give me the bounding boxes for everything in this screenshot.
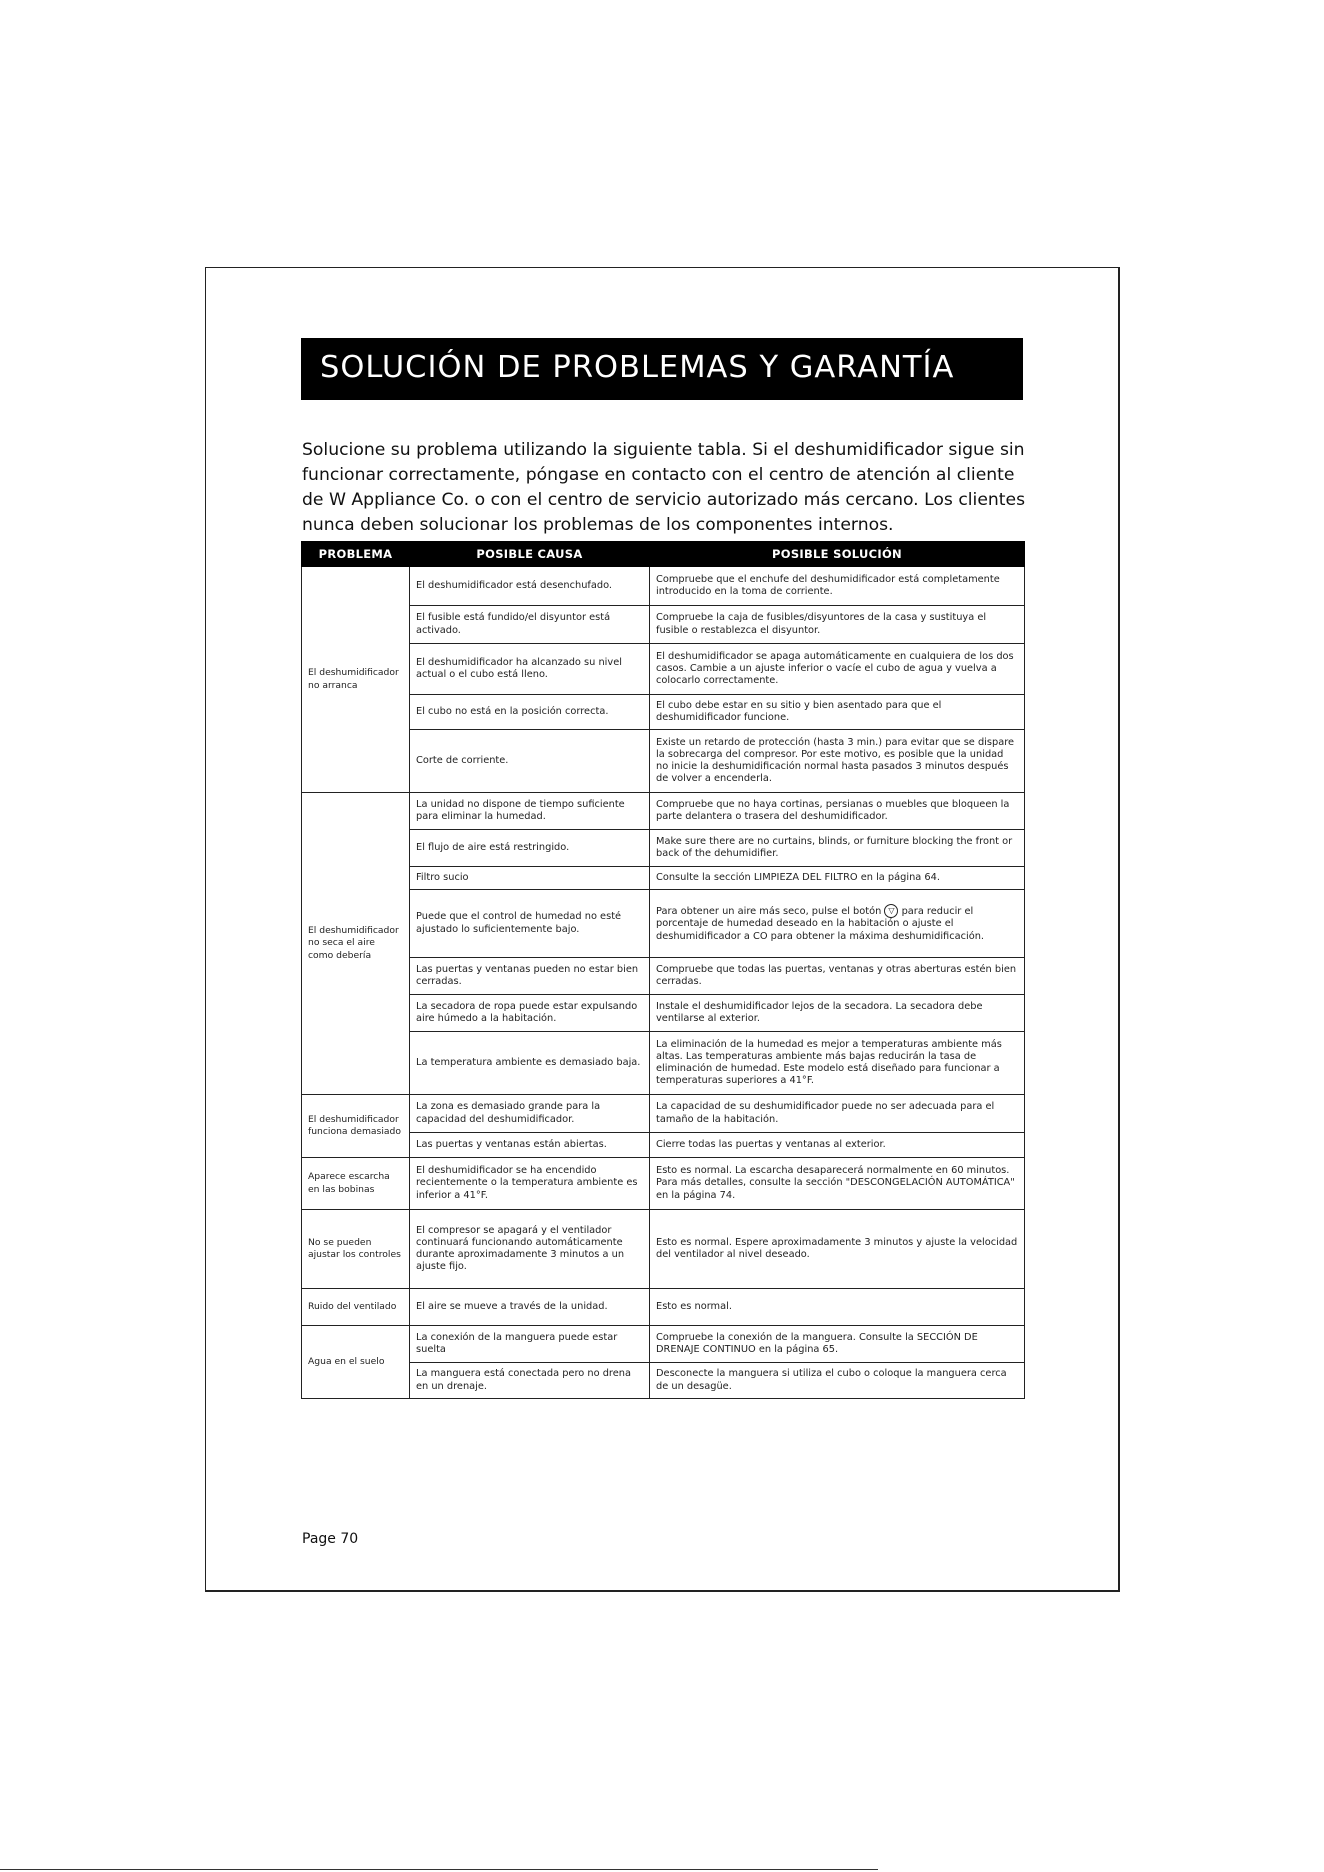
cause-cell: La zona es demasiado grande para la capacidad del deshumidificador. <box>410 1095 650 1133</box>
solution-cell: Esto es normal. Espere aproximadamente 3 minutos y ajuste la velocidad del ventilador al nivel deseado. <box>650 1210 1025 1289</box>
intro-paragraph <box>302 438 1042 538</box>
table-row <box>302 695 1025 730</box>
solution-text: para reducir el porcentaje de humedad deseado en la habitación o ajuste el deshumidificador a CO para obtener la máxima deshumidificación. <box>656 906 985 942</box>
problem-cell: Aparece escarcha en las bobinas <box>302 1158 410 1210</box>
table-row <box>302 1363 1025 1399</box>
cause-cell: La conexión de la manguera puede estar suelta <box>410 1326 650 1363</box>
cause-cell: El compresor se apagará y el ventilador continuará funcionando automáticamente durante aproximadamente 3 minutos a un ajuste fijo. <box>410 1210 650 1289</box>
solution-cell: El deshumidificador se apaga automáticamente en cualquiera de los dos casos. Cambie a un ajuste inferior o vacíe el cubo de agua y vuelva a colocarlo correctamente. <box>650 644 1025 695</box>
cause-cell: La secadora de ropa puede estar expulsando aire húmedo a la habitación. <box>410 995 650 1032</box>
solution-cell: Compruebe que no haya cortinas, persianas o muebles que bloqueen la parte delantera o trasera del deshumidificador. <box>650 793 1025 830</box>
solution-cell: Existe un retardo de protección (hasta 3 min.) para evitar que se dispare la sobrecarga del compresor. Por este motivo, es posible que la unidad no inicie la deshumidificación normal hasta pasados 3 minutos después de volver a encenderla. <box>650 730 1025 793</box>
cause-cell: El cubo no está en la posición correcta. <box>410 695 650 730</box>
page-title: SOLUCIÓN DE PROBLEMAS Y GARANTÍA <box>320 350 955 385</box>
cause-cell: La manguera está conectada pero no drena en un drenaje. <box>410 1363 650 1399</box>
cause-cell: Las puertas y ventanas pueden no estar bien cerradas. <box>410 958 650 995</box>
intro-line: nunca deben solucionar los problemas de los componentes internos. <box>302 515 894 535</box>
problem-cell: No se pueden ajustar los controles <box>302 1210 410 1289</box>
cause-cell: El aire se mueve a través de la unidad. <box>410 1289 650 1326</box>
solution-cell: Instale el deshumidificador lejos de la secadora. La secadora debe ventilarse al exterior. <box>650 995 1025 1032</box>
title-bar <box>301 338 1023 400</box>
cause-cell: Las puertas y ventanas están abiertas. <box>410 1133 650 1158</box>
table-row <box>302 958 1025 995</box>
cause-cell: Corte de corriente. <box>410 730 650 793</box>
cause-cell: El deshumidificador está desenchufado. <box>410 567 650 606</box>
table-row <box>302 1133 1025 1158</box>
table-row <box>302 1289 1025 1326</box>
solution-cell: Esto es normal. La escarcha desaparecerá normalmente en 60 minutos. Para más detalles, consulte la sección "DESCONGELACIÓN AUTOMÁTICA" en la página 74. <box>650 1158 1025 1210</box>
cause-cell: El flujo de aire está restringido. <box>410 830 650 867</box>
table-row <box>302 644 1025 695</box>
header-solution: POSIBLE SOLUCIÓN <box>650 542 1025 567</box>
intro-line: funcionar correctamente, póngase en contacto con el centro de atención al cliente <box>302 465 1015 485</box>
bottom-rule <box>0 1869 878 1870</box>
problem-cell: El deshumidificador no arranca <box>302 567 410 793</box>
solution-cell: Compruebe la conexión de la manguera. Consulte la SECCIÓN DE DRENAJE CONTINUO en la página 65. <box>650 1326 1025 1363</box>
problem-cell: Agua en el suelo <box>302 1326 410 1399</box>
solution-cell: Consulte la sección LIMPIEZA DEL FILTRO en la página 64. <box>650 867 1025 890</box>
cause-cell: Filtro sucio <box>410 867 650 890</box>
table-row <box>302 606 1025 644</box>
solution-text: Para obtener un aire más seco, pulse el botón <box>656 906 882 918</box>
page-number: Page 70 <box>302 1531 359 1547</box>
table-header-row <box>302 542 1025 567</box>
table-row <box>302 567 1025 606</box>
troubleshooting-table <box>301 541 1025 1399</box>
solution-cell: Make sure there are no curtains, blinds, or furniture blocking the front or back of the dehumidifier. <box>650 830 1025 867</box>
solution-cell: Compruebe que el enchufe del deshumidificador está completamente introducido en la toma de corriente. <box>650 567 1025 606</box>
table-row <box>302 1326 1025 1363</box>
table-row <box>302 830 1025 867</box>
table-row <box>302 867 1025 890</box>
droplet-down-icon: ▽ <box>884 904 898 918</box>
solution-cell: El cubo debe estar en su sitio y bien asentado para que el deshumidificador funcione. <box>650 695 1025 730</box>
problem-cell: El deshumidificador funciona demasiado <box>302 1095 410 1158</box>
solution-cell: Esto es normal. <box>650 1289 1025 1326</box>
cause-cell: El deshumidificador se ha encendido recientemente o la temperatura ambiente es inferior a 41°F. <box>410 1158 650 1210</box>
table-row <box>302 1032 1025 1095</box>
table-row <box>302 1158 1025 1210</box>
cause-cell: Puede que el control de humedad no esté ajustado lo suficientemente bajo. <box>410 890 650 958</box>
solution-cell: Compruebe la caja de fusibles/disyuntores de la casa y sustituya el fusible o restablezca el disyuntor. <box>650 606 1025 644</box>
header-cause: POSIBLE CAUSA <box>410 542 650 567</box>
intro-line: de W Appliance Co. o con el centro de servicio autorizado más cercano. Los clientes <box>302 490 1026 510</box>
table-row <box>302 1095 1025 1133</box>
cause-cell: El fusible está fundido/el disyuntor está activado. <box>410 606 650 644</box>
table-row <box>302 730 1025 793</box>
header-problem: PROBLEMA <box>302 542 410 567</box>
cause-cell: La temperatura ambiente es demasiado baja. <box>410 1032 650 1095</box>
cause-cell: El deshumidificador ha alcanzado su nivel actual o el cubo está lleno. <box>410 644 650 695</box>
solution-cell: Cierre todas las puertas y ventanas al exterior. <box>650 1133 1025 1158</box>
solution-cell: La capacidad de su deshumidificador puede no ser adecuada para el tamaño de la habitación. <box>650 1095 1025 1133</box>
cause-cell: La unidad no dispone de tiempo suficiente para eliminar la humedad. <box>410 793 650 830</box>
table-row <box>302 890 1025 958</box>
solution-cell <box>650 890 1025 958</box>
problem-cell: El deshumidificador no seca el aire como debería <box>302 793 410 1095</box>
solution-cell: La eliminación de la humedad es mejor a temperaturas ambiente más altas. Las temperaturas ambiente más bajas reducirán la tasa de eliminación de humedad. Este modelo está diseñado para funcionar a temperaturas superiores a 41°F. <box>650 1032 1025 1095</box>
table-row <box>302 995 1025 1032</box>
solution-cell: Compruebe que todas las puertas, ventanas y otras aberturas estén bien cerradas. <box>650 958 1025 995</box>
solution-cell: Desconecte la manguera si utiliza el cubo o coloque la manguera cerca de un desagüe. <box>650 1363 1025 1399</box>
intro-line: Solucione su problema utilizando la siguiente tabla. Si el deshumidificador sigue sin <box>302 440 1025 460</box>
problem-cell: Ruido del ventilado <box>302 1289 410 1326</box>
table-row <box>302 793 1025 830</box>
table-row <box>302 1210 1025 1289</box>
